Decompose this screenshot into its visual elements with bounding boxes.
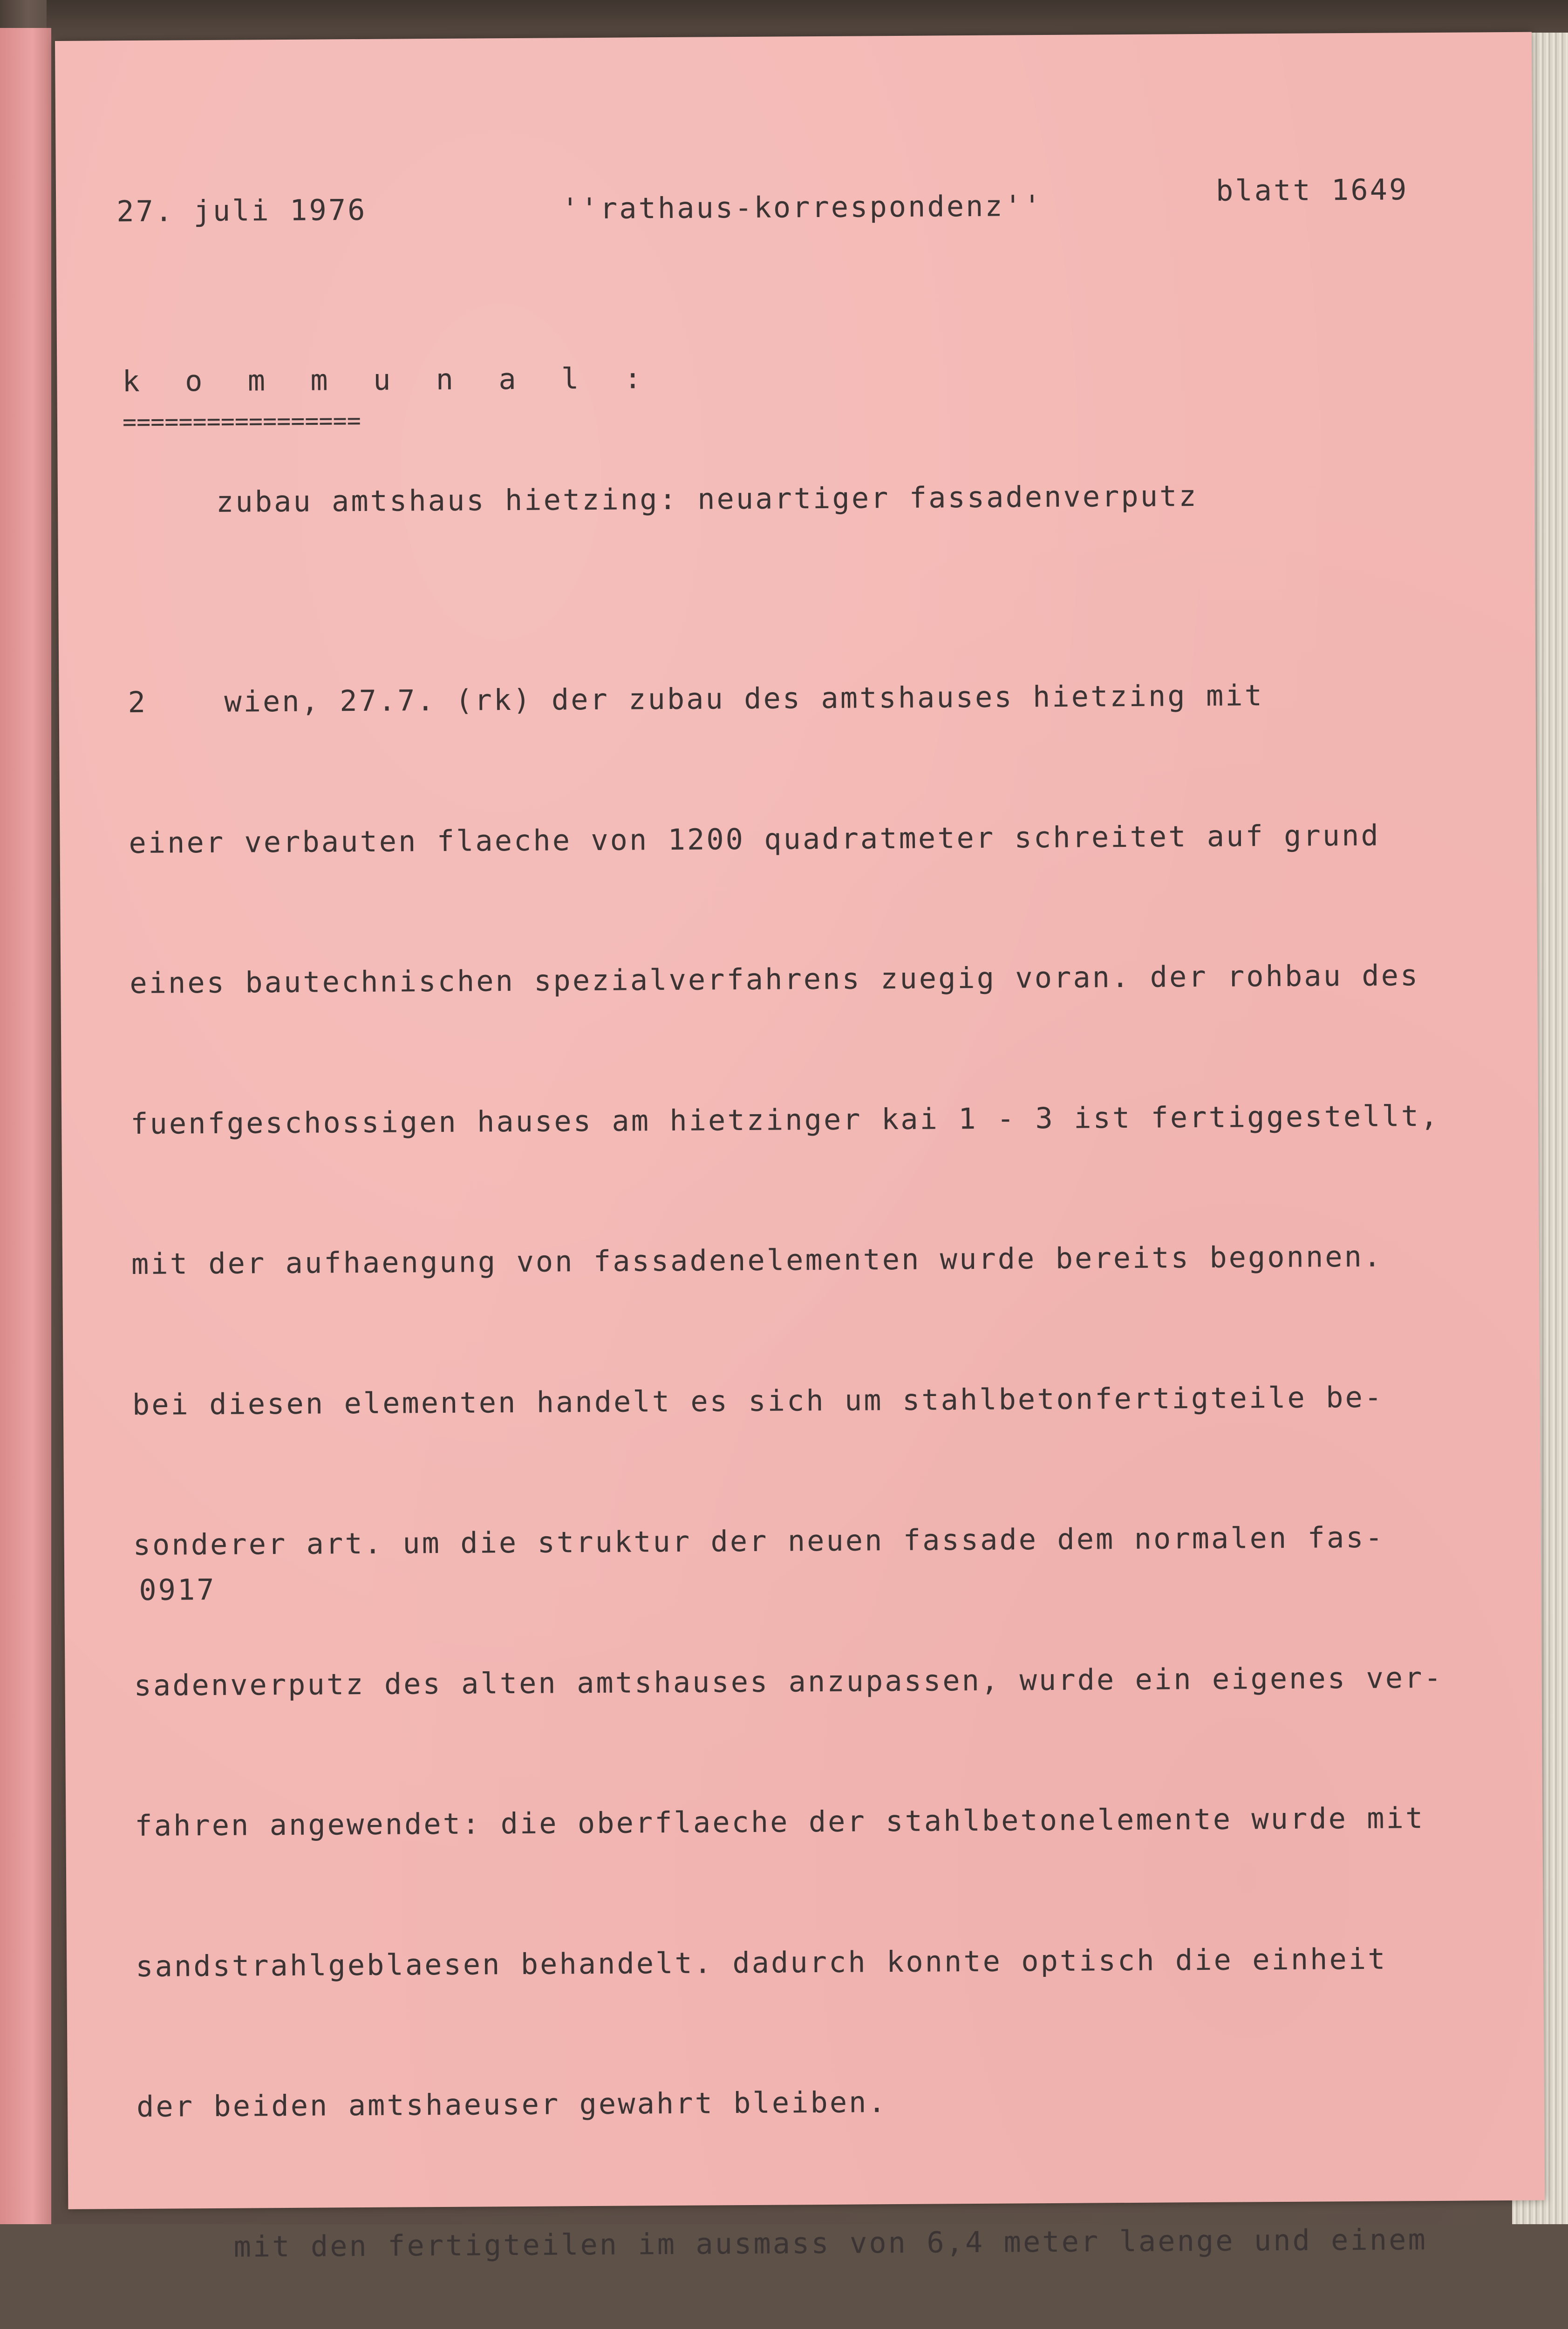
- body-line: sadenverputz des alten amtshauses anzupassen, wurde ein eigenes ver-: [134, 1660, 1443, 1702]
- header-publication: ''rathaus-korrespondenz'': [561, 189, 1043, 226]
- document-page: [55, 32, 1545, 2264]
- body-line: einer verbauten flaeche von 1200 quadratmeter schreitet auf grund: [129, 818, 1380, 860]
- body-line: mit den fertigteilen im ausmass von 6,4 meter laenge und einem: [137, 2222, 1428, 2264]
- body-line: fuenfgeschossigen hauses am hietzinger kai 1 - 3 ist fertiggestellt,: [130, 1098, 1440, 1141]
- header-date: 27. juli 1976: [116, 192, 367, 229]
- article-body: [127, 577, 1519, 2329]
- body-line: der beiden amtshaeuser gewahrt bleiben.: [136, 2085, 888, 2124]
- body-line: sandstrahlgeblaesen behandelt. dadurch konnte optisch die einheit: [136, 1941, 1387, 1983]
- section-label: k o m m u n a l :: [122, 361, 656, 399]
- body-line: eines bautechnischen spezialverfahrens zuegig voran. der rohbau des: [130, 958, 1420, 1001]
- body-line: bei diesen elementen handelt es sich um stahlbetonfertigteile be-: [132, 1380, 1384, 1422]
- previous-page-edge: [0, 28, 51, 2224]
- body-line: mit der aufhaengung von fassadenelementen wurde bereits begonnen.: [131, 1239, 1383, 1281]
- article-code: 0917: [139, 1572, 216, 1607]
- body-line: sonderer art. um die struktur der neuen fassade dem normalen fas-: [133, 1520, 1385, 1562]
- section-underline: =================: [122, 407, 361, 436]
- body-line: fahren angewendet: die oberflaeche der stahlbetonelemente wurde mit: [135, 1801, 1425, 1843]
- article-headline: zubau amtshaus hietzing: neuartiger fassadenverputz: [216, 479, 1198, 519]
- body-line: 2 wien, 27.7. (rk) der zubau des amtshauses hietzing mit: [128, 678, 1264, 720]
- header-page-label: blatt 1649: [1215, 172, 1409, 208]
